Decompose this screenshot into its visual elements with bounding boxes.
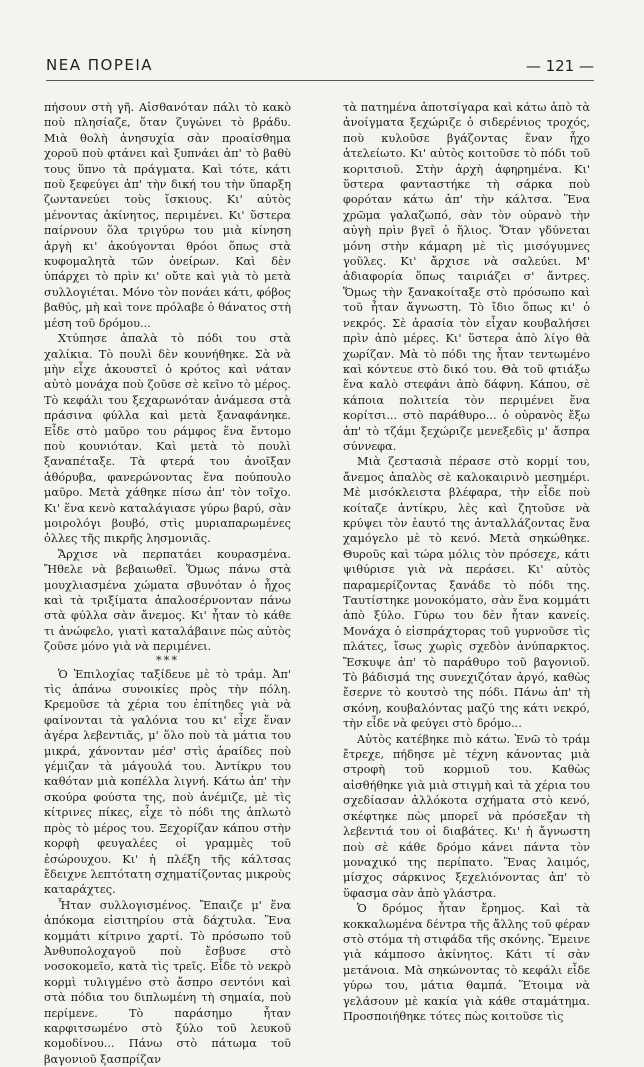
paragraph: Ἦταν συλλογισμένος. Ἔπαιζε μ' ἕνα ἀπόκομα εἰσιτηρίου στὰ δάχτυλα. Ἕνα κομμάτι κίτρινο χαρτί. Τὸ πρόσωπο τοῦ Ἀνθυπολοχαγοῦ ποὺ ἔσβυσε στὸ νοσοκομεῖο, κατὰ τὶς τρεῖς. Εἶδε τὸ νεκρὸ κορμὶ τυλιγμένο στὸ ἄσπρο σεντόνι καὶ στὰ πόδια του διπλωμένη τὴ σημαία, ποὺ περίμενε. Τὸ παράσημο ἦταν καρφιτσωμένο στὸ ξύλο τοῦ λευκοῦ κομοδίνου... Πάνω στὸ πάτωμα τοῦ βαγονιοῦ ξασπρίζαν [44,898,291,1066]
paragraph: Ἄρχισε νὰ περπατάει κουρασμένα. Ἤθελε νὰ βεβαιωθεῖ. Ὅμως πάνω στὰ μουχλιασμένα χώματα σβυνόταν ὁ ἦχος καὶ τὰ τριξίματα ἀπαλοσέρνονταν πάνω στὰ φύλλα σὰν ἄνεμος. Κι' ἦταν τὸ κάθε τι ἀνώφελο, γιατὶ καταλάβαινε πὼς αὐτὸς ζοῦσε μόνο γιὰ νὰ περιμένει. [44,547,291,654]
running-header [46,52,594,81]
paragraph: Μιὰ ζεστασιὰ πέρασε στὸ κορμί του, ἄνεμος ἀπαλὸς σὲ καλοκαιρινὸ μεσημέρι. Μὲ μισόκλειστα βλέφαρα, τὴν εἶδε ποὺ κοίταζε ἀντίκρυ, λὲς καὶ ζητοῦσε νὰ κρύψει τὸν ἑαυτό της ἀνταλλάζοντας ἕνα χαμόγελο μὲ τὸ κενό. Μετὰ σηκώθηκε. Θυροῦς καὶ τώρα μόλις τὸν πρόσεχε, κάτι ψιθύρισε γιὰ νὰ περάσει. Κι' αὐτὸς παραμερίζοντας ξανάδε τὸ πόδι της. Ταυτίστηκε μονοκόματο, σὰν ἕνα κομμάτι ἀπὸ ξύλο. Γύρω του δὲν ἦταν κανείς. Μονάχα ὁ εἰσπράχτορας τοῦ γυρνοῦσε τὶς πλάτες, ἴσως χωρὶς σχεδὸν ἀνύπαρκτος. Ἔσκυψε ἀπ' τὸ παράθυρο τοῦ βαγονιοῦ. Τὸ βάδισμά της συνεχιζόταν ἀργό, καθὼς ἔσερνε τὸ κουτσὸ της πόδι. Πάνω ἀπ' τὴ σκόνη, κουβαλόντας μαζύ της κάτι νεκρό, τὴν εἶδε νὰ φεύγει στὸ δρόμο... [343,455,590,731]
paragraph: Ὁ δρόμος ἦταν ἔρημος. Καὶ τὰ κοκκαλωμένα δέντρα τῆς ἄλλης τοῦ φέραν στὸ στόμα τὴ στιφάδα τῆς σκόνης. Ἔμεινε γιὰ κάμποσο ἀκίνητος. Κάτι τί σὰν μετάνοια. Μὰ σηκώνοντας τὸ κεφάλι εἶδε γύρω του, μάτια θαμπά. Ἕτοιμα νὰ γελάσουν μὲ κακία γιὰ κάθε σταμάτημα. Προσποιήθηκε τότες πὼς κοιτοῦσε τὶς [343,902,590,1023]
paragraph: πήσουν στὴ γῆ. Αἰσθανόταν πάλι τὸ κακὸ ποὺ πλησίαζε, ὅταν ζυγώνει τὸ βράδυ. Μιὰ θολὴ ἀνησυχία σὰν προαίσθημα χοροῦ ποὺ φτάνει καὶ ξυπνάει ἀπ' τὸ βαθὺ τους ὕπνο τὰ πράγματα. Καὶ τότε, κάτι ποὺ ξεφεύγει ἀπ' τὴν δική του τὴν ὕπαρξη ζωντανεύει τοὺς ἴσκιους. Κι' αὐτὸς μένοντας ἀκίνητος, περιμένει. Κι' ὕστερα παίρνουν ὅλα τριγύρω του μιὰ κίνηση ἀργὴ κι' ἀκούγονται θρόοι ὅπως στὰ κυφομαλητὰ τῶν ὀνείρων. Καὶ δὲν ὑπάρχει τὸ πρὶν κι' οὔτε καὶ γιὰ τὸ μετὰ συλλογιέται. Μόνο τὸν πονάει κάτι, φόβος βαθύς, μὴ καὶ τονε πρόλαβε ὁ θάνατος στὴ μέση τοῦ δρόμου... [44,101,291,330]
journal-title: ΝΕΑ ΠΟΡΕΙΑ [46,56,154,74]
paragraph: Ὁ Ἐπιλοχίας ταξίδευε μὲ τὸ τράμ. Ἀπ' τὶς ἀπάνω συνοικίες πρὸς τὴν πόλη. Κρεμοῦσε τὰ χέρια του ἐπίτηδες γιὰ νὰ φαίνονται τὰ γαλόνια του κι' εἶχε ἕναν ἀγέρα λεβεντιᾶς, μ' ὅλο ποὺ τὰ μάτια του μικρά, χάνονταν μέσ' στὶς ἀραίδες ποὺ γέμιζαν τὰ μάγουλά του. Ἀντίκρυ του καθόταν μιὰ κοπέλλα λιγνή. Κάτω ἀπ' τὴν σκούρα φούστα της, ποὺ ἀνέμιζε, μὲ τὶς κίτρινες πίκες, εἶχε τὸ πόδι της ἁπλωτὸ πρὸς τὸ μέρος του. Ξεχορίζαν κάπου στὴν κορφὴ φευγαλέες οἱ γραμμὲς τοῦ ἐσώρουχου. Κι' ἡ πλέξη τῆς κάλτσας ἔδειχνε λεπτότατη σχηματίζοντας μικροὺς καταράχτες. [44,667,291,897]
section-break: *** [156,653,179,667]
paragraph: τὰ πατημένα ἀποτσίγαρα καὶ κάτω ἀπὸ τὰ ἀνοίγματα ξεχώριζε ὁ σιδερένιος τροχός, ποὺ κυλοῦσε βγάζοντας ἕναν ἦχο ἀτελείωτο. Κι' αὐτὸς κοιτοῦσε τὸ πόδι τοῦ κοριτσιοῦ. Στὴν ἀρχὴ ἀφηρημένα. Κι' ὕστερα φανταστήκε τὴ σάρκα ποὺ φορόταν κάτω ἀπ' τὴν κάλτσα. Ἕνα χρῶμα γαλαζωπό, σὰν τὸν οὐρανὸ τὴν αὐγὴ πρὶν βγεῖ ὁ ἥλιος. Ὅταν γδύνεται μόνη στὴν κάμαρη μὲ τὶς μισόγυμνες γοῦλες. Κι' ἄρχισε νὰ σαλεύει. Μ' ἀδιαφορία ὅπως ταιριάζει σ' ἄντρες. Ὅμως τὴν ξανακοίταξε στὸ πρόσωπο καὶ τοῦ ἦταν ἄγνωστη. Τὸ ἴδιο ὅπως κι' ὁ νεκρός. Σὲ ἀρασία τὸν εἶχαν κουβαλήσει πρὶν ἀπὸ μέρες. Κι' ὕστερα ἀπὸ λίγο θὰ χωρίζαν. Μὰ τὸ πόδι της ἦταν τεντωμένο καὶ κόντευε στὸ δικό του. Θὰ τοῦ φτιάξω ἕνα καλὸ στεφάνι ἀπὸ δάφνη. Κάπου, σὲ κάποια πολιτεία τὸν περιμένει ἕνα κορίτσι... στὸ παράθυρο... ὁ οὐρανὸς ἔξω ἀπ' τὸ τζάμι ξεχώριζε μενεξεδὶς μ' ἄσπρα σύννεφα. [343,101,590,453]
paragraph: Αὐτὸς κατέβηκε πιὸ κάτω. Ἐνῶ τὸ τράμ ἔτρεχε, πήδησε μὲ τέχνη κάνοντας μιὰ στροφὴ τοῦ κορμιοῦ του. Καθὼς αἰσθήθηκε γιὰ μιὰ στιγμὴ καὶ τὰ χέρια του σχεδίασαν ἀλλόκοτα σχήματα στὸ κενό, σκέφτηκε πὼς μπορεῖ νὰ πρόσεξαν τὴ λεβεντιά του οἱ διαβάτες. Κι' ἡ ἄγνωστη ποὺ σὲ κάθε δρόμο κάνει πάντα τὸν μοναχικό της περίπατο. Ἕνας λαιμός, μίσχος σάρκινος ξεχελιόνοντας ἀπ' τὸ ὕφασμα σὰν ἀπὸ γλάστρα. [343,732,590,900]
right-column [343,100,590,1023]
page-number: — 121 — [525,57,594,75]
paragraph: Χτύπησε ἀπαλὰ τὸ πόδι του στὰ χαλίκια. Τὸ πουλὶ δὲν κουνήθηκε. Σὰ νὰ μὴν εἶχε ἀκουστεῖ ὁ κρότος καὶ νάταν αὐτὸ μονάχα ποὺ ζοῦσε σὲ κεῖνο τὸ μέρος. Τὸ κεφάλι του ξεχαρωνόταν ἀνάμεσα στὰ πράσινα φύλλα καὶ μετὰ ξαναφάνηκε. Εἶδε στὸ μαῦρο του ράμφος ἕνα ἔντομο ποὺ κουνιόταν. Καὶ μετὰ τὸ πουλὶ ξαναπέταξε. Τὰ φτερά του ἀνοῖξαν ἀθόρυβα, φανερώνοντας ἕνα πούπουλο μαῦρο. Μετὰ χάθηκε πίσω ἀπ' τὸν τοῖχο. Κι' ἕνα κενὸ καταλάγιασε γύρω βαρύ, σὰν μοιρολόγι βουβό, στὶς μυριαπαρωμένες ὁλλες τῆς πικρῆς λησμονιᾶς. [44,332,291,546]
left-column [44,100,291,1066]
